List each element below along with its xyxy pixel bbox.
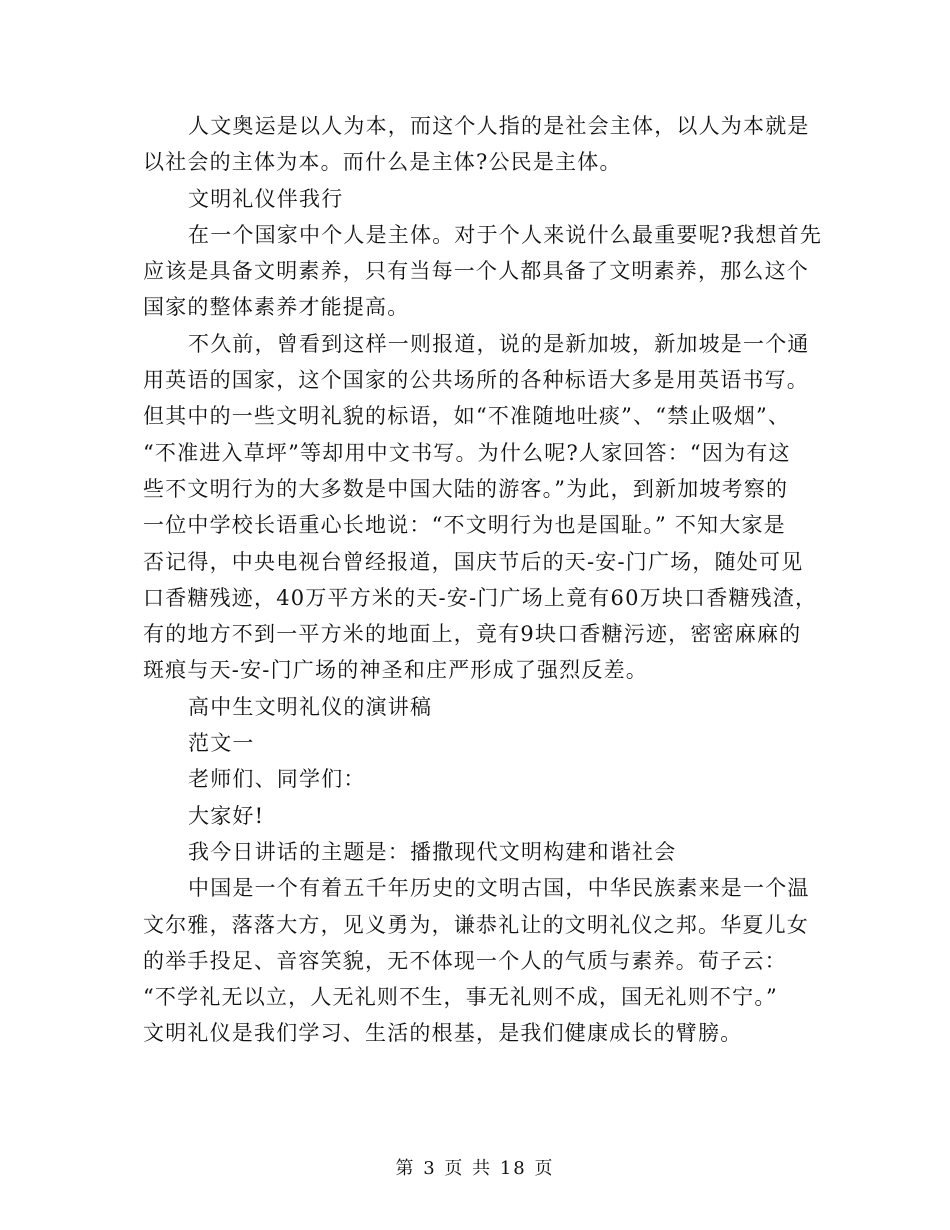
text-line: 高中生文明礼仪的演讲稿 [188, 694, 433, 719]
text-line: 应该是具备文明素养，只有当每一个人都具备了文明素养，那么这个 [143, 259, 809, 284]
text-line: 文明礼仪是我们学习、生活的根基，是我们健康成长的臂膀。 [143, 1021, 743, 1046]
text-line: 范文一 [188, 731, 255, 756]
text-line: 我今日讲话的主题是：播撒现代文明构建和谐社会 [188, 839, 677, 864]
text-line: “不学礼无以立，人无礼则不生，事无礼则不成，国无礼则不宁。” [143, 985, 778, 1010]
text-line: 文尔雅，落落大方，见义勇为，谦恭礼让的文明礼仪之邦。华夏儿女 [143, 912, 809, 937]
text-line: 的举手投足、音容笑貌，无不体现一个人的气质与素养。荀子云： [143, 948, 787, 973]
page-number-footer: 第 3 页 共 18 页 [395, 1158, 555, 1179]
text-line: 文明礼仪伴我行 [188, 186, 344, 211]
text-line: 中国是一个有着五千年历史的文明古国，中华民族素来是一个温 [188, 876, 810, 901]
text-line: 有的地方不到一平方米的地面上，竟有9块口香糖污迹，密密麻麻的 [143, 622, 802, 647]
text-line: 在一个国家中个人是主体。对于个人来说什么最重要呢?我想首先 [188, 222, 823, 247]
text-line: 一位中学校长语重心长地说：“不文明行为也是国耻。” 不知大家是 [143, 513, 786, 538]
text-line: 斑痕与天-安-门广场的神圣和庄严形成了强烈反差。 [143, 658, 648, 683]
text-line: 老师们、同学们： [188, 767, 366, 792]
text-line: 否记得，中央电视台曾经报道，国庆节后的天-安-门广场，随处可见 [143, 549, 804, 574]
text-line: 国家的整体素养才能提高。 [143, 295, 410, 320]
document-body [143, 108, 823, 1052]
text-line: 口香糖残迹，40万平方米的天-安-门广场上竟有60万块口香糖残渣， [143, 585, 818, 610]
text-line: 但其中的一些文明礼貌的标语，如“不准随地吐痰”、“禁止吸烟”、 [143, 404, 791, 429]
text-line: 以社会的主体为本。而什么是主体?公民是主体。 [143, 150, 622, 175]
text-line: 人文奥运是以人为本，而这个人指的是社会主体，以人为本就是 [188, 114, 810, 138]
text-line: 不久前，曾看到这样一则报道，说的是新加坡，新加坡是一个通 [188, 331, 810, 356]
text-line: 些不文明行为的大多数是中国大陆的游客。”为此，到新加坡考察的 [143, 476, 789, 501]
text-line: 大家好! [188, 803, 265, 828]
text-line: “不准进入草坪”等却用中文书写。为什么呢?人家回答：“因为有这 [143, 440, 791, 465]
text-line: 用英语的国家，这个国家的公共场所的各种标语大多是用英语书写。 [143, 368, 809, 393]
